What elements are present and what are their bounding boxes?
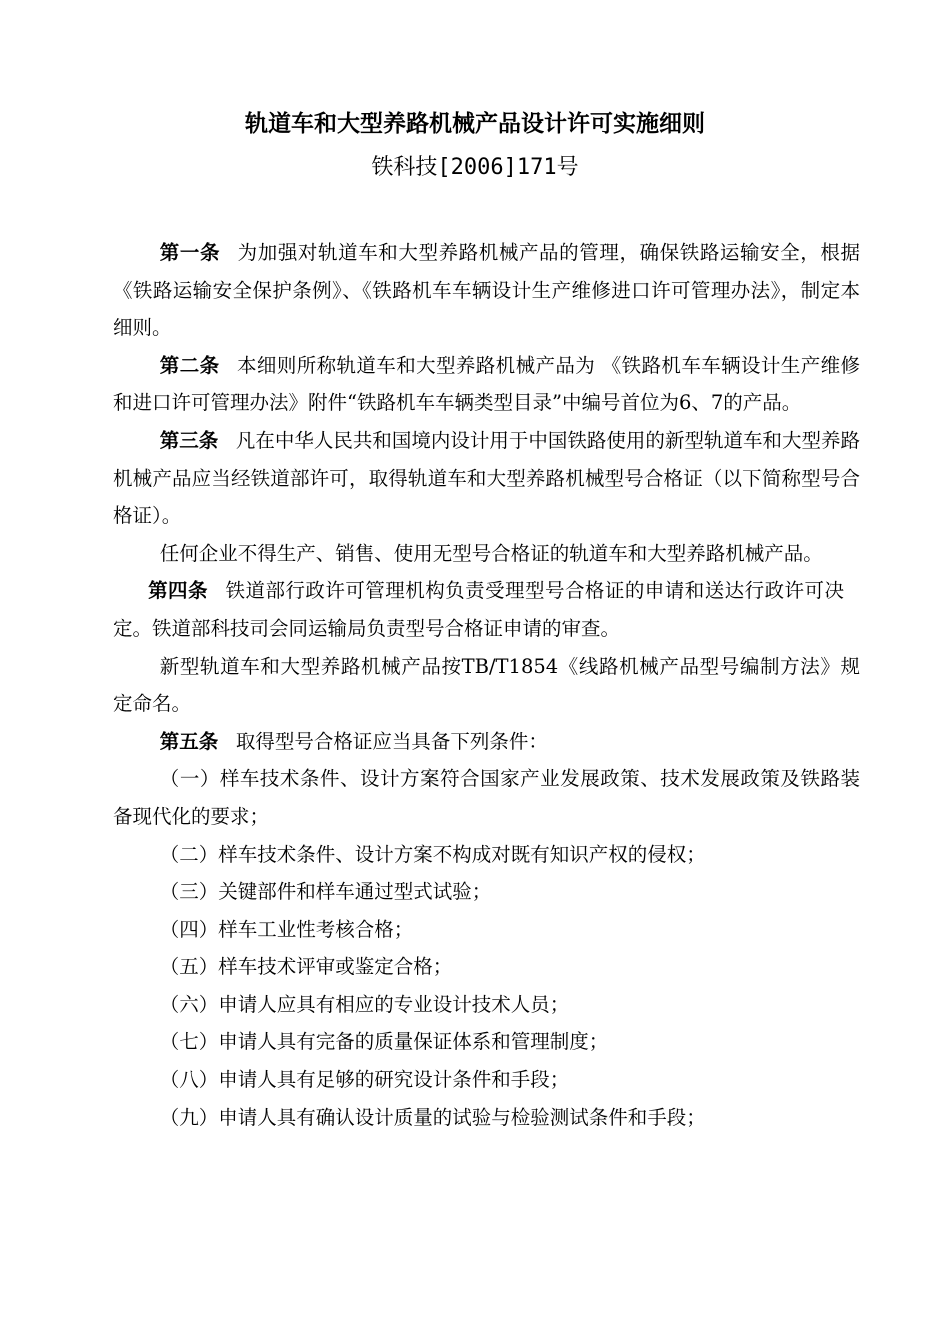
article-heading: 第二条 — [159, 353, 220, 377]
article-heading: 第四条 — [148, 579, 208, 603]
article-text: 铁道部行政许可管理机构负责受理型号合格证的申请和送达行政许可决定。铁道部科技司会同运输局负责型号合格证申请的审查。 — [113, 579, 844, 640]
article-heading: 第五条 — [159, 729, 219, 753]
condition-item: （六）申请人应具有相应的专业设计技术人员； — [159, 992, 570, 1016]
condition-item: （五）样车技术评审或鉴定合格； — [159, 955, 453, 979]
article-1 — [113, 234, 860, 347]
document-body — [113, 234, 860, 1136]
article-text: 为加强对轨道车和大型养路机械产品的管理，确保铁路运输安全，根据《铁路运输安全保护条例》、《铁路机车车辆设计生产维修进口许可管理办法》，制定本细则。 — [113, 241, 860, 340]
condition-item: （一）样车技术条件、设计方案符合国家产业发展政策、技术发展政策及铁路装备现代化的要求； — [113, 767, 860, 828]
article-2 — [113, 347, 860, 422]
article-heading: 第一条 — [159, 241, 221, 264]
article-text: 新型轨道车和大型养路机械产品按TB/T1854《线路机械产品型号编制方法》规定命名。 — [113, 654, 860, 716]
article-heading: 第三条 — [159, 428, 219, 452]
condition-item: （八）申请人具有足够的研究设计条件和手段； — [159, 1068, 570, 1092]
document-title: 轨道车和大型养路机械产品设计许可实施细则 — [245, 110, 705, 137]
condition-item: （七）申请人具有完备的质量保证体系和管理制度； — [159, 1030, 609, 1054]
article-text: 取得型号合格证应当具备下列条件： — [235, 729, 548, 753]
article-text: 凡在中华人民共和国境内设计用于中国铁路使用的新型轨道车和大型养路机械产品应当经铁道部许可，取得轨道车和大型养路机械型号合格证（以下简称型号合格证）。 — [113, 428, 860, 528]
document-number: 铁科技[2006]171号 — [371, 155, 579, 180]
condition-item: （三）关键部件和样车通过型式试验； — [159, 880, 492, 904]
article-text: 任何企业不得生产、销售、使用无型号合格证的轨道车和大型养路机械产品。 — [159, 541, 823, 565]
article-3 — [113, 422, 860, 535]
article-3-para-2 — [113, 535, 860, 573]
condition-item: （九）申请人具有确认设计质量的试验与检验测试条件和手段； — [159, 1105, 706, 1129]
article-4 — [113, 572, 860, 647]
condition-item: （四）样车工业性考核合格； — [159, 917, 414, 941]
article-text: 本细则所称轨道车和大型养路机械产品为 《铁路机车车辆设计生产维修和进口许可管理办法》附件“铁路机车车辆类型目录”中编号首位为6、7的产品。 — [113, 353, 860, 415]
article-4-para-2 — [113, 648, 860, 723]
article-5 — [113, 723, 860, 761]
condition-item: （二）样车技术条件、设计方案不构成对既有知识产权的侵权； — [159, 842, 706, 866]
